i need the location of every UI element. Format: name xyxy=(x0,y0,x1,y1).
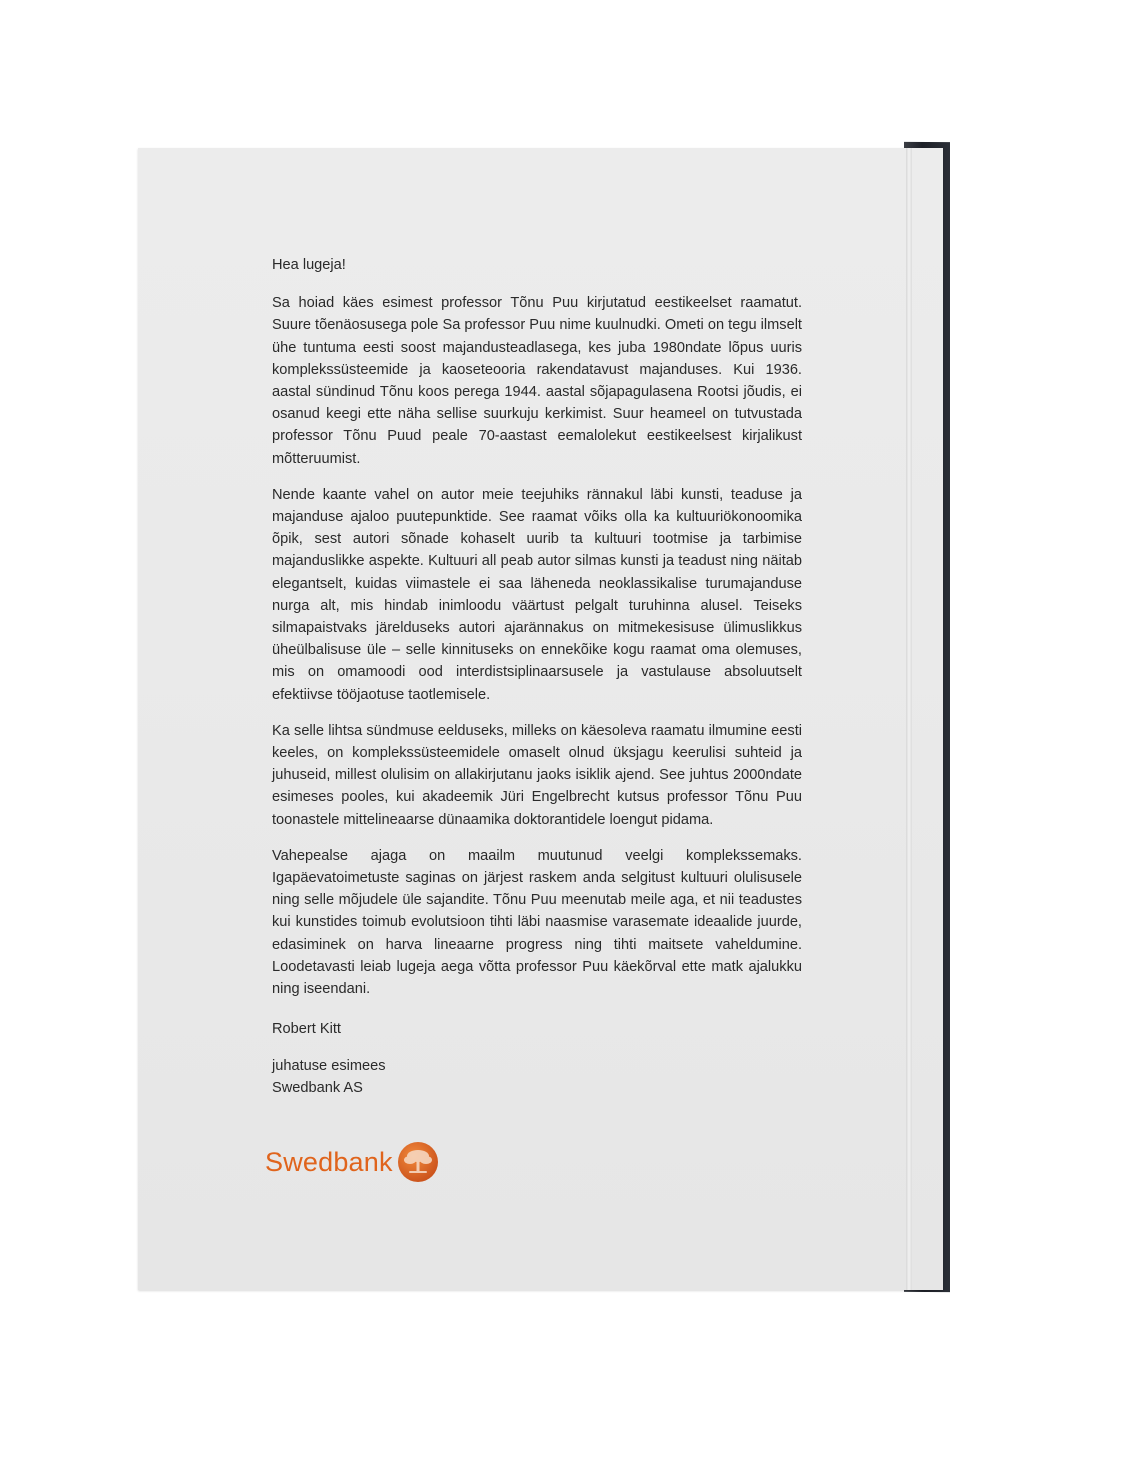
signature-name: Robert Kitt xyxy=(272,1021,341,1038)
swedbank-oak-tree-icon xyxy=(397,1141,439,1183)
cover-hinge xyxy=(906,148,912,1290)
letter-text xyxy=(272,254,802,1099)
swedbank-logo xyxy=(265,1140,439,1184)
paragraph-3: Ka selle lihtsa sündmuse eelduseks, milleks on käesoleva raamatu ilmumine eesti keeles, on komplekssüsteemidele omaselt olnud üksjagu keerulisi suhteid ja juhuseid, millest olulisim on allakirjutanu jaoks isiklik ajend. See juhtus 2000ndate esimeses pooles, kui akadeemik Jüri Engelbrecht kutsus professor Tõnu Puu toonastele mittelineaarse dünaamika doktorantidele loengut pidama. xyxy=(272,722,802,828)
signature-company: Swedbank AS xyxy=(272,1079,363,1096)
signature-title: juhatuse esimees xyxy=(272,1057,386,1074)
signature-block xyxy=(272,1018,802,1099)
paragraph-1: Sa hoiad käes esimest professor Tõnu Puu kirjutatud eestikeelset raamatut. Suure tõenäosusega pole Sa professor Puu nime kuulnudki. Ometi on tegu ilmselt ühe tuntuma eesti soost majandusteadlasega, kes juba 1980ndate lõpus uuris komplekssüsteemide ja kaoseteooria rakendatavust majanduses. Kui 1936. aastal sündinud Tõnu koos perega 1944. aastal sõjapagulasena Rootsi jõudis, ei osanud keegi ette näha sellise suurkuju kerkimist. Suur heameel on tutvustada professor Tõnu Puud peale 70-aastast eemalolekut eestikeelsest kirjalikust mõtteruumist. xyxy=(272,295,802,467)
logo-wordmark: Swedbank xyxy=(265,1146,393,1177)
greeting: Hea lugeja! xyxy=(272,257,346,273)
paragraph-2: Nende kaante vahel on autor meie teejuhiks rännakul läbi kunsti, teaduse ja majanduse ajaloo puutepunktide. See raamat võiks olla ka kultuuriökonoomika õpik, sest autori sõnade kohaselt uurib ta kultuuri tootmise ja tarbimise majanduslikke aspekte. Kultuuri all peab autor silmas kunsti ja teadust ning näitab elegantselt, kuidas viimastele ei saa läheneda neoklassikalise turumajanduse nurga alt, mis hindab inimloodu väärtust pelgalt turuhinna alusel. Teiseks silmapaistvaks järelduseks autori ajarännakus on mitmekesisuse ülimuslikkus üheülbalisuse üle – selle kinnituseks on ennekõike kogu raamat oma olemuses, mis on omamoodi ood interdistsiplinaarsusele ja vastulause absoluutselt efektiivse tööjaotuse taotlemisele. xyxy=(272,486,802,703)
paragraph-4: Vahepealse ajaga on maailm muutunud veelgi komplekssemaks. Igapäevatoimetuste saginas on järjest raskem anda selgitust kultuuri olulisusele ning selle mõjudele üle sajandite. Tõnu Puu meenutab meile aga, et nii teadustes kui kunstides toimub evolutsioon tihti läbi naasmise varasemate ideaalide juurde, edasiminek on harva lineaarne progress ning tihti maitsete vaheldumine. Loodetavasti leiab lugeja aega võtta professor Puu käekõrval ette matk ajalukku ning iseendani. xyxy=(272,847,802,998)
